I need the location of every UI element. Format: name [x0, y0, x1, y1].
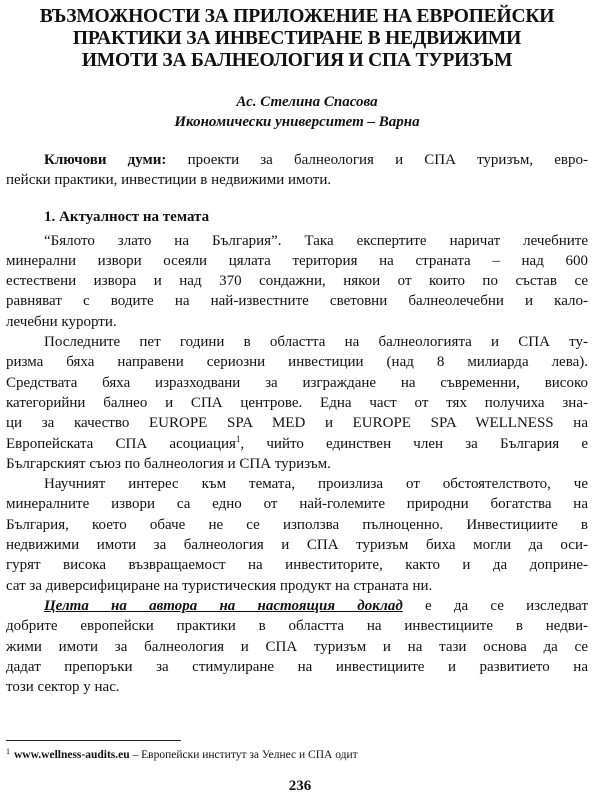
p2-line-footnote-ref: [6, 434, 588, 454]
p2-line: Средствата бяха изразходвани за изграждане на съвременни, високо: [6, 374, 588, 391]
p2-line: Българският съюз по балнеология и СПА туризъм.: [6, 455, 331, 472]
author-affiliation: Икономически университет – Варна: [174, 114, 420, 130]
p3-line: Научният интерес към темата, произлиза от обстоятелството, че: [44, 476, 588, 493]
p4-line-1: [6, 596, 588, 616]
footnote-mark: 1: [6, 747, 10, 756]
p2-line: ризма бяха направени сериозни инвестиции (над 8 милиарда лева).: [6, 354, 588, 371]
keywords-label: Ключови думи:: [44, 152, 167, 168]
footnote: [6, 745, 358, 762]
p3-line: България, което обаче не се използва пълноценно. Инвестициите в: [6, 516, 588, 533]
keywords-text-1: проекти за балнеология и СПА туризъм, евро-: [187, 152, 588, 168]
p4-line1-rest: е да се изследват: [402, 597, 588, 614]
footnote-ref: 1: [235, 433, 241, 444]
paragraph-4: [6, 596, 588, 697]
aim-emphasis: Целта на автора на настоящия доклад: [44, 597, 403, 614]
p3-line: минералните извори са едно от най-големите природни богатства на: [6, 496, 588, 513]
p1-line: равняват с водите на най-известните световни балнеолечебни и кало-: [6, 293, 588, 310]
p3-line: недвижими имоти за балнеология и СПА туризъм биха могли да оси-: [6, 537, 588, 554]
p4-line: дадат препоръки за стимулиране на инвестициите и развитието на: [6, 658, 588, 675]
footnote-divider: [6, 740, 181, 741]
p1-line: лечебни курорти.: [6, 313, 117, 330]
section-heading: 1. Актуалност на темата: [44, 208, 210, 225]
p3-line: гурят висока възвращаемост на инвеститорите, както и да доприне-: [6, 557, 588, 574]
footnote-text: – Европейски институт за Уелнес и СПА одит: [129, 749, 358, 761]
p2-line6-before: Европейската СПА асоциация: [6, 435, 236, 452]
p1-line: минерални извори осеяли цялата територия на страната – над 600: [6, 252, 588, 269]
title-line-2: ПРАКТИКИ ЗА ИНВЕСТИРАНЕ В НЕДВИЖИМИ: [72, 28, 522, 49]
p2-line: Последните пет години в областта на балнеологията и СПА ту-: [44, 334, 588, 351]
keywords-line-1: [6, 150, 588, 170]
author-name: Ас. Стелина Спасова: [236, 94, 378, 110]
author-block: [6, 92, 588, 132]
p1-line: “Бялото злато на България”. Така експертите наричат лечебните: [44, 232, 588, 249]
p4-line: този сектор у нас.: [6, 679, 120, 696]
paragraph-2: [6, 332, 588, 474]
p4-line: жими имоти за балнеология и СПА туризъм и на тази основа да се: [6, 638, 588, 655]
p2-line: категорийни балнео и СПА центрове. Една част от тях получиха зна-: [6, 394, 588, 411]
keywords-line-2: пейски практики, инвестиции в недвижими имоти.: [6, 172, 332, 189]
title-line-3: ИМОТИ ЗА БАЛНЕОЛОГИЯ И СПА ТУРИЗЪМ: [81, 50, 513, 71]
p2-line6-after: , чийто единствен член за България е: [240, 435, 588, 452]
p4-line: добрите европейски практики в областта на инвестициите в недви-: [6, 618, 588, 635]
p2-line: ци за качество EUROPE SPA MED и EUROPE SPA WELLNESS на: [6, 415, 588, 432]
paragraph-1: [6, 231, 588, 332]
p3-line: сат за диверсифициране на туристическия продукт на страната ни.: [6, 577, 433, 594]
p1-line: естествени извора и над 370 сондажни, някои от които по състав се: [6, 273, 588, 290]
footnote-url: www.wellness-audits.eu: [14, 749, 130, 761]
keywords-paragraph: [6, 150, 588, 191]
title-line-1: ВЪЗМОЖНОСТИ ЗА ПРИЛОЖЕНИЕ НА ЕВРОПЕЙСКИ: [39, 6, 555, 27]
paragraph-3: [6, 474, 588, 596]
paper-title: [6, 6, 588, 72]
page-number: 236: [288, 778, 312, 794]
